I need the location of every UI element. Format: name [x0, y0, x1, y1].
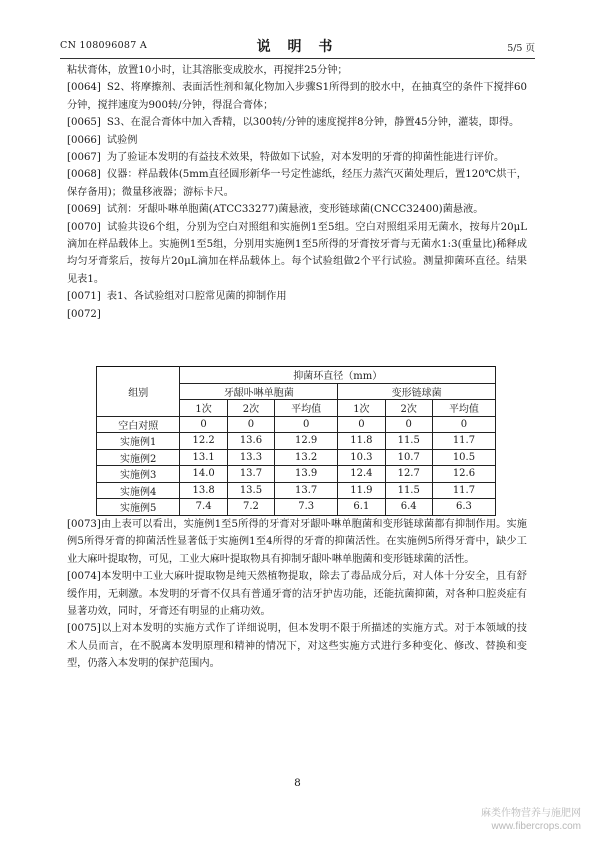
- paragraph-text: 由上表可以看出，实施例1至5所得的牙膏对牙龈卟啉单胞菌和变形链球菌都有抑制作用。实施例5所得牙膏的抑菌活性显著低于实施例1至4所得的牙膏的抑菌活性。在实施例5所得牙膏中，缺少工业大麻叶提取物，可见，工业大麻叶提取物具有抑制牙龈卟啉单胞菌和变形链球菌的活性。: [67, 519, 527, 565]
- table-caption: 表1、各试验组对口腔常见菌的抑制作用: [106, 291, 287, 303]
- paragraph-text: S2、将摩擦剂、表面活性剂和氟化物加入步骤S1所得到的胶水中，在抽真空的条件下搅拌60分钟，搅拌速度为900转/分钟，得混合膏体；: [67, 82, 527, 111]
- paragraph-tag: [0071]: [67, 291, 101, 303]
- table-row: [97, 466, 496, 483]
- table-cell: 12.7: [385, 466, 432, 483]
- table-row: [97, 433, 496, 450]
- paragraph-continuation: [67, 62, 527, 79]
- paragraph-text: 仪器：样品载体(5mm直径圆形新华一号定性滤纸，经压力蒸汽灭菌处理后，置120℃烘干，保存备用)；微量移液器；游标卡尺。: [67, 169, 527, 198]
- table-cell: 12.2: [180, 433, 227, 450]
- paragraph-text: 试剂：牙龈卟啉单胞菌(ATCC33277)菌悬液，变形链球菌(CNCC32400)菌悬液。: [106, 204, 484, 216]
- table-cell: 12.6: [432, 466, 495, 483]
- table-cell: 13.1: [180, 449, 227, 466]
- table-cell: 11.5: [385, 433, 432, 450]
- table-row: [97, 482, 496, 499]
- table-subheader: 平均值: [275, 400, 338, 417]
- paragraph-tag: [0068]: [67, 169, 101, 181]
- paragraph-0073: [67, 516, 527, 568]
- table-cell: 14.0: [180, 466, 227, 483]
- table-row: [97, 499, 496, 516]
- paragraph-0067: [67, 149, 527, 166]
- paragraph-0071: [67, 288, 527, 305]
- table-cell: 0: [180, 416, 227, 433]
- table-cell: 0: [338, 416, 385, 433]
- paragraph-0070: [67, 219, 527, 289]
- paragraph-0075: [67, 620, 527, 672]
- table-cell: 7.3: [275, 499, 338, 516]
- paragraph-0068: [67, 166, 527, 201]
- table-subheader: 1次: [180, 400, 227, 417]
- table-subheader: 2次: [385, 400, 432, 417]
- page-header: [60, 36, 535, 56]
- table-cell: 13.3: [227, 449, 274, 466]
- table-cell: 11.7: [432, 482, 495, 499]
- paragraph-text: 本发明中工业大麻叶提取物是纯天然植物提取，除去了毒品成分后，对人体十分安全，且有舒缓作用，无刺激。本发明的牙膏不仅具有普通牙膏的洁牙护齿功能，还能抗菌抑菌，对各种口腔炎症有显著功效，同时，牙膏还有明显的止痛功效。: [67, 571, 527, 618]
- table-subheader: 平均值: [432, 400, 495, 417]
- table-cell: 13.7: [275, 482, 338, 499]
- table-cell: 0: [227, 416, 274, 433]
- row-label: 实施例3: [97, 466, 180, 483]
- table-header-span: 抑菌环直径（mm）: [180, 367, 496, 384]
- page-indicator: 5/5 页: [507, 43, 535, 54]
- table-cell: 12.4: [338, 466, 385, 483]
- row-label: 实施例1: [97, 433, 180, 450]
- row-label: 实施例4: [97, 482, 180, 499]
- watermark-line-2: www.fibercrops.com: [491, 821, 581, 832]
- table-cell: 0: [275, 416, 338, 433]
- body-text-top: [67, 62, 527, 323]
- paragraph-0066: [67, 132, 527, 149]
- table-cell: 7.4: [180, 499, 227, 516]
- row-label: 空白对照: [97, 416, 180, 433]
- table-row: [97, 416, 496, 433]
- table-cell: 13.9: [275, 466, 338, 483]
- paragraph-tag: [0073]: [67, 519, 101, 530]
- document-number: CN 108096087 A: [60, 40, 148, 51]
- table-cell: 11.9: [338, 482, 385, 499]
- paragraph-tag: [0066]: [67, 134, 101, 146]
- paragraph-text: 试验共设6个组，分别为空白对照组和实施例1至5组。空白对照组采用无菌水，按每片20μL滴加在样品载体上。实施例1至5组，分别用实施例1至5所得的牙膏按牙膏与无菌水1:3(重量比)稀释成均匀牙膏浆后，按每片20μL滴加在样品载体上。每个试验组做2个平行试验。测量抑菌环直径。结果见表1。: [67, 221, 527, 285]
- paragraph-text: 为了验证本发明的有益技术效果，特做如下试验，对本发明的牙膏的抑菌性能进行评价。: [106, 152, 505, 164]
- page-number: 8: [294, 777, 301, 789]
- paragraph-tag: [0065]: [67, 117, 101, 129]
- table-cell: 0: [385, 416, 432, 433]
- paragraph-tag: [0069]: [67, 204, 101, 216]
- table-cell: 6.3: [432, 499, 495, 516]
- paragraph-tag: [0067]: [67, 152, 101, 164]
- table-header-bacteria-2: 变形链球菌: [338, 383, 496, 400]
- table-cell: 11.5: [385, 482, 432, 499]
- paragraph-0065: [67, 114, 527, 131]
- table-cell: 11.7: [432, 433, 495, 450]
- table-cell: 10.7: [385, 449, 432, 466]
- table-cell: 12.9: [275, 433, 338, 450]
- results-table: [96, 366, 496, 516]
- table-cell: 11.8: [338, 433, 385, 450]
- row-label: 实施例2: [97, 449, 180, 466]
- table-cell: 13.6: [227, 433, 274, 450]
- watermark-line-1: 麻类作物营养与施肥网: [481, 808, 581, 819]
- paragraph-tag: [0074]: [67, 571, 101, 583]
- table-cell: 7.2: [227, 499, 274, 516]
- paragraph-0074: [67, 568, 527, 620]
- paragraph-0064: [67, 79, 527, 114]
- table-header-group: 组别: [97, 367, 180, 417]
- paragraph-0069: [67, 201, 527, 218]
- row-label: 实施例5: [97, 499, 180, 516]
- table-cell: 0: [432, 416, 495, 433]
- document-title: 说 明 书: [256, 39, 339, 55]
- paragraph-tag: [0064]: [67, 82, 101, 94]
- paragraph-tag: [0072]: [67, 308, 101, 320]
- paragraph-text: 以上对本发明的实施方式作了详细说明，但本发明不限于所描述的实施方式。对于本领域的技术人员而言，在不脱离本发明原理和精神的情况下，对这些实施方式进行多种变化、修改、替换和变型，仍落入本发明的保护范围内。: [67, 623, 527, 670]
- table-subheader: 1次: [338, 400, 385, 417]
- table-cell: 10.3: [338, 449, 385, 466]
- body-text-bottom: [67, 516, 527, 673]
- table-subheader: 2次: [227, 400, 274, 417]
- table-row: [97, 449, 496, 466]
- paragraph-tag: [0070]: [67, 221, 101, 233]
- table-cell: 6.1: [338, 499, 385, 516]
- paragraph-text: 粘状膏体，放置10小时，让其溶胀变成胶水，再搅拌25分钟；: [67, 65, 348, 76]
- header-divider: [60, 58, 535, 59]
- table-cell: 13.2: [275, 449, 338, 466]
- paragraph-text: 试验例: [106, 134, 138, 146]
- table-cell: 6.4: [385, 499, 432, 516]
- table-header-bacteria-1: 牙龈卟啉单胞菌: [180, 383, 338, 400]
- watermark: [481, 807, 581, 833]
- table-cell: 10.5: [432, 449, 495, 466]
- paragraph-tag: [0075]: [67, 623, 101, 635]
- table-cell: 13.5: [227, 482, 274, 499]
- table-cell: 13.8: [180, 482, 227, 499]
- table-cell: 13.7: [227, 466, 274, 483]
- paragraph-text: S3、在混合膏体中加入香精，以300转/分钟的速度搅拌8分钟，静置45分钟，灌装，即得。: [106, 117, 520, 129]
- paragraph-0072: [67, 306, 527, 323]
